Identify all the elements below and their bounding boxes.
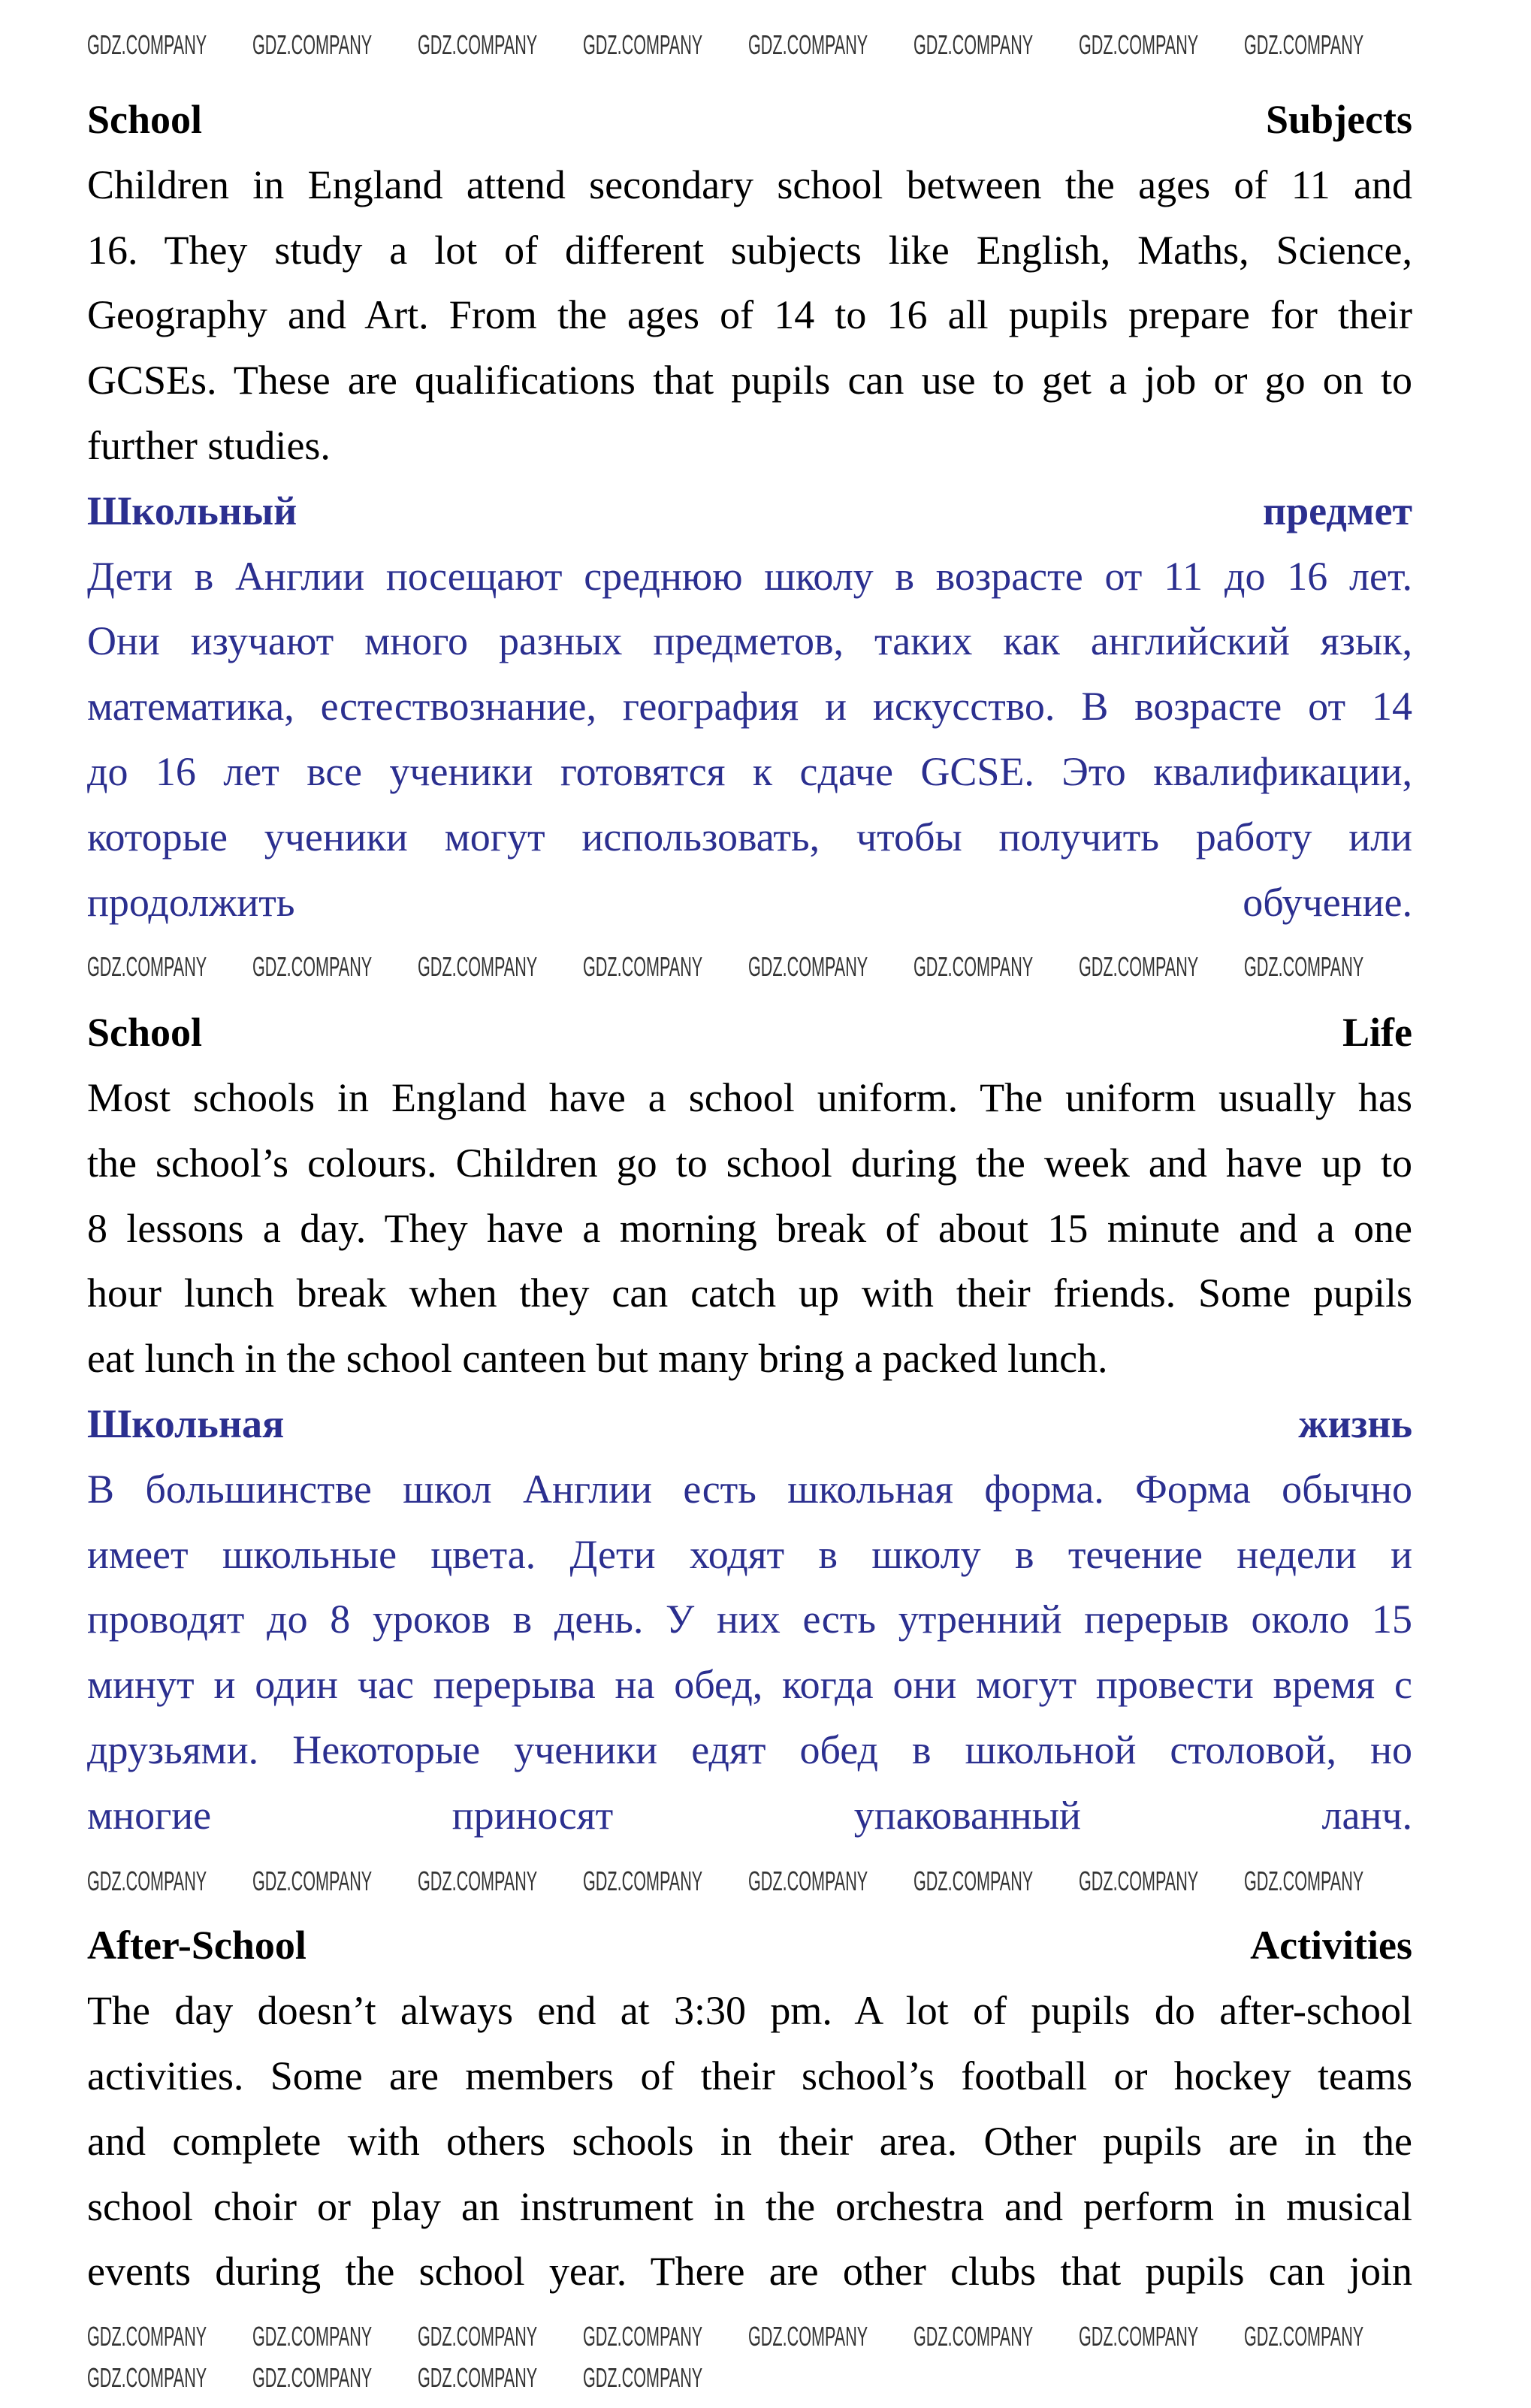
section-heading [87,87,1412,153]
watermark: GDZ.COMPANY [252,2321,373,2352]
section-heading [87,479,1412,544]
text-line: the school’s colours. Children go to school during the week and have up to [87,1140,1412,1186]
watermark: GDZ.COMPANY [748,2321,868,2352]
watermark: GDZ.COMPANY [913,29,1034,60]
watermark: GDZ.COMPANY [583,2362,703,2393]
text-line: минут и один час перерыва на обед, когда они могут провести время с [87,1662,1412,1708]
text-line: математика, естествознание, география и искусство. В возрасте от 14 [87,684,1412,730]
watermark: GDZ.COMPANY [87,2362,207,2393]
watermark: GDZ.COMPANY [252,2362,373,2393]
text-line: продолжить обучение. [87,879,1412,925]
text-line: hour lunch break when they can catch up with their friends. Some pupils [87,1270,1412,1316]
watermark: GDZ.COMPANY [1244,1866,1364,1896]
text-line: друзьями. Некоторые ученики едят обед в школьной столовой, но [87,1727,1412,1772]
heading-left: School [87,1010,203,1056]
text-line: Most schools in England have a school uniform. The uniform usually has [87,1074,1412,1120]
heading-right: предмет [1263,488,1412,533]
watermark: GDZ.COMPANY [1079,1866,1199,1896]
watermark: GDZ.COMPANY [87,951,207,982]
heading-right: Life [1342,1010,1412,1056]
watermark: GDZ.COMPANY [1244,951,1364,982]
watermark: GDZ.COMPANY [583,29,703,60]
text-line: eat lunch in the school canteen but many bring a packed lunch. [87,1336,1108,1382]
watermark: GDZ.COMPANY [418,951,538,982]
text-line: многие приносят упакованный ланч. [87,1792,1412,1838]
watermark: GDZ.COMPANY [913,2321,1034,2352]
text-line: events during the school year. There are other clubs that pupils can join [87,2249,1412,2295]
watermark: GDZ.COMPANY [1079,29,1199,60]
text-line: 16. They study a lot of different subjects like English, Maths, Science, [87,227,1412,273]
watermark: GDZ.COMPANY [748,951,868,982]
watermark: GDZ.COMPANY [87,2321,207,2352]
watermark: GDZ.COMPANY [418,2321,538,2352]
watermark: GDZ.COMPANY [748,29,868,60]
heading-right: Activities [1250,1923,1412,1968]
watermark: GDZ.COMPANY [583,1866,703,1896]
watermark: GDZ.COMPANY [1244,29,1364,60]
text-line: school choir or play an instrument in the orchestra and perform in musical [87,2183,1412,2229]
watermark: GDZ.COMPANY [913,1866,1034,1896]
watermark: GDZ.COMPANY [913,951,1034,982]
watermark: GDZ.COMPANY [252,951,373,982]
watermark: GDZ.COMPANY [418,1866,538,1896]
text-line: GCSEs. These are qualifications that pupils can use to get a job or go on to [87,358,1412,403]
text-line: further studies. [87,422,331,468]
watermark: GDZ.COMPANY [252,29,373,60]
text-line: activities. Some are members of their school’s football or hockey teams [87,2053,1412,2098]
text-line: Geography and Art. From the ages of 14 to 16 all pupils prepare for their [87,292,1412,338]
section-heading [87,1913,1412,1978]
text-line: Они изучают много разных предметов, таких как английский язык, [87,618,1412,664]
watermark: GDZ.COMPANY [418,29,538,60]
document-page [87,87,1412,2304]
section-heading [87,1000,1412,1065]
text-line: В большинстве школ Англии есть школьная форма. Форма обычно [87,1466,1412,1512]
heading-left: Школьный [87,488,297,533]
text-line: проводят до 8 уроков в день. У них есть утренний перерыв около 15 [87,1597,1412,1642]
text-line: The day doesn’t always end at 3:30 pm. A lot of pupils do after-school [87,1988,1412,2034]
watermark: GDZ.COMPANY [418,2362,538,2393]
heading-left: After-School [87,1923,307,1968]
text-line: имеет школьные цвета. Дети ходят в школу в течение недели и [87,1531,1412,1577]
heading-left: School [87,97,203,142]
watermark: GDZ.COMPANY [748,1866,868,1896]
watermark: GDZ.COMPANY [1079,2321,1199,2352]
watermark: GDZ.COMPANY [1079,951,1199,982]
text-line: которые ученики могут использовать, чтобы получить работу или [87,814,1412,860]
text-line: and complete with others schools in their area. Other pupils are in the [87,2118,1412,2164]
heading-right: жизнь [1298,1400,1412,1446]
watermark: GDZ.COMPANY [583,951,703,982]
watermark: GDZ.COMPANY [1244,2321,1364,2352]
text-line: 8 lessons a day. They have a morning break of about 15 minute and a one [87,1205,1412,1251]
section-heading [87,1391,1412,1457]
watermark: GDZ.COMPANY [583,2321,703,2352]
watermark: GDZ.COMPANY [87,1866,207,1896]
text-line: до 16 лет все ученики готовятся к сдаче GCSE. Это квалификации, [87,748,1412,794]
watermark: GDZ.COMPANY [252,1866,373,1896]
text-line: Children in England attend secondary school between the ages of 11 and [87,162,1412,207]
heading-left: Школьная [87,1400,285,1446]
watermark: GDZ.COMPANY [87,29,207,60]
heading-right: Subjects [1265,97,1412,142]
text-line: Дети в Англии посещают среднюю школу в возрасте от 11 до 16 лет. [87,553,1412,599]
